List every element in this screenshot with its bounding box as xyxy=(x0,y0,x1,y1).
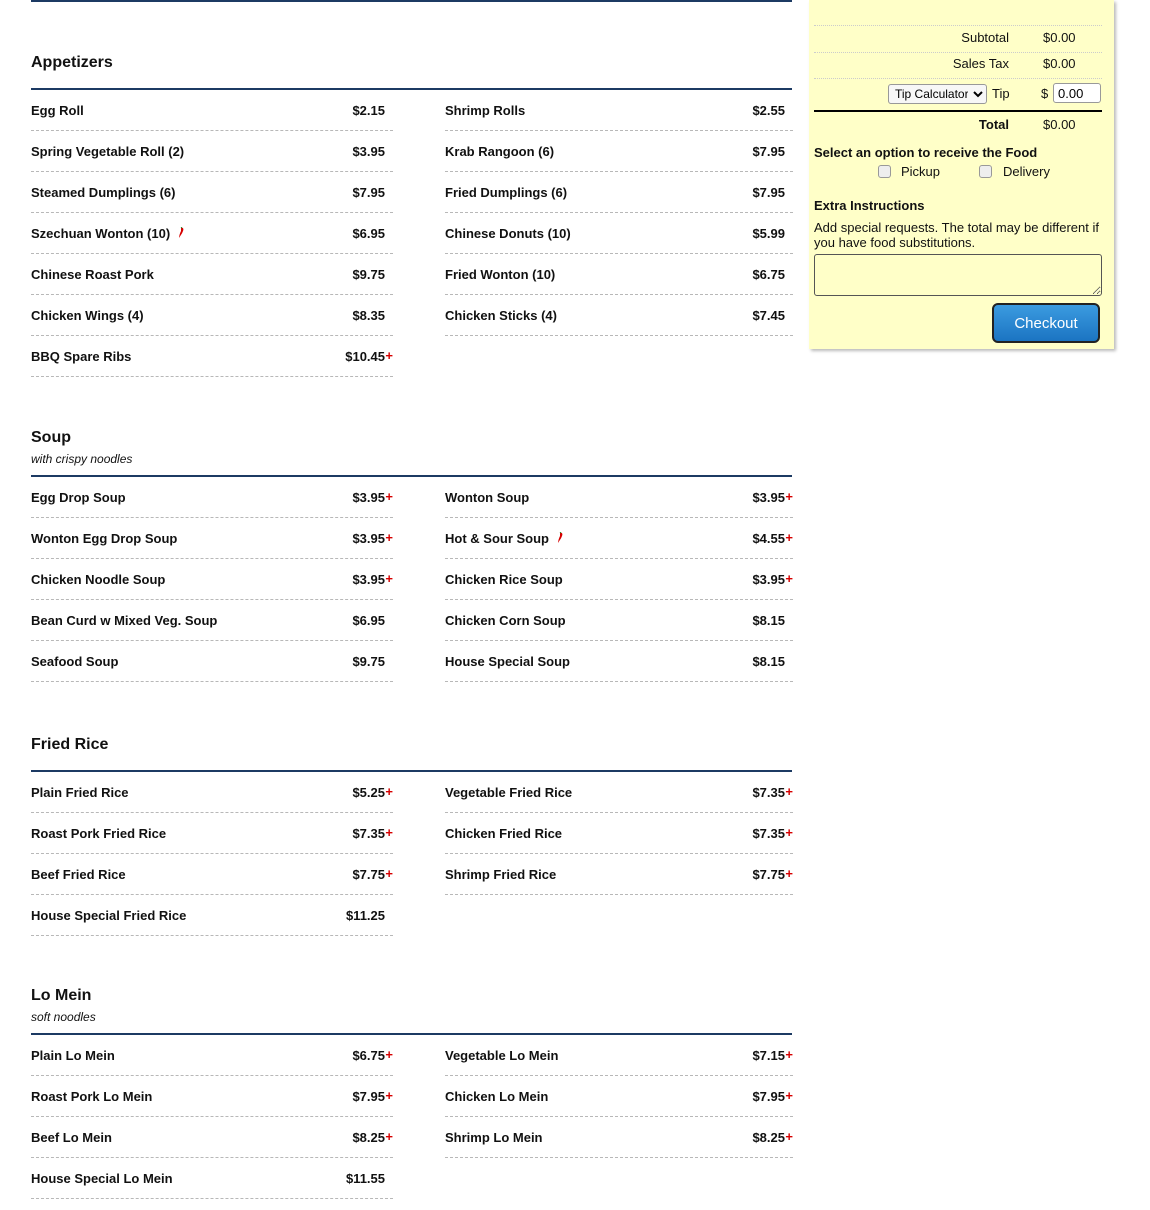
menu-item-name-text: Steamed Dumplings (6) xyxy=(31,185,176,200)
cart-header-row xyxy=(814,0,1102,26)
extra-instructions-note: Add special requests. The total may be different if you have food substitutions. xyxy=(814,220,1099,250)
menu-item[interactable] xyxy=(31,131,393,172)
delivery-label[interactable]: Delivery xyxy=(1003,164,1050,179)
menu-item[interactable] xyxy=(445,813,793,854)
options-plus-icon: + xyxy=(385,1088,393,1103)
menu-item-price: $8.35 xyxy=(352,308,385,323)
menu-item-name-text: Chinese Donuts (10) xyxy=(445,226,571,241)
menu-item-name-text: Chicken Sticks (4) xyxy=(445,308,557,323)
menu-item-price: $3.95 xyxy=(752,572,785,587)
menu-item[interactable] xyxy=(445,295,793,336)
menu-item[interactable] xyxy=(445,518,793,559)
menu-item-name xyxy=(445,785,572,800)
menu-item[interactable] xyxy=(31,559,393,600)
menu-item-name xyxy=(445,185,567,200)
menu-item-name-text: Szechuan Wonton (10) xyxy=(31,226,171,241)
total-divider xyxy=(814,110,1102,112)
menu-item-name xyxy=(31,267,154,282)
menu-item[interactable] xyxy=(31,813,393,854)
menu-item[interactable] xyxy=(445,641,793,682)
menu-item-price: $9.75 xyxy=(352,654,385,669)
options-plus-icon: + xyxy=(785,784,793,799)
menu-item-name-text: Chicken Wings (4) xyxy=(31,308,144,323)
menu-item-name xyxy=(31,1130,112,1145)
options-plus-icon: + xyxy=(785,1047,793,1062)
options-plus-icon: + xyxy=(785,825,793,840)
menu-item-name-text: Spring Vegetable Roll (2) xyxy=(31,144,185,159)
options-plus-icon: + xyxy=(785,1129,793,1144)
options-plus-icon: + xyxy=(385,348,393,363)
menu-item-price: $7.95 xyxy=(752,144,785,159)
menu-item-name xyxy=(445,1089,548,1104)
menu-section-fried-rice xyxy=(31,736,793,923)
menu-item-name-text: Wonton Soup xyxy=(445,490,530,505)
menu-item-price: $7.95 xyxy=(352,185,385,200)
pickup-checkbox[interactable] xyxy=(878,165,891,178)
menu-item-price: $8.25 xyxy=(752,1130,785,1145)
sales-tax-value: $0.00 xyxy=(1043,56,1076,71)
menu-item-name-text: Bean Curd w Mixed Veg. Soup xyxy=(31,613,218,628)
section-title: Appetizers xyxy=(31,54,113,71)
menu-item-price: $3.95 xyxy=(752,490,785,505)
menu-item-name-text: Chicken Noodle Soup xyxy=(31,572,166,587)
menu-item-name xyxy=(445,572,563,587)
menu-item[interactable] xyxy=(31,213,393,254)
receive-heading: Select an option to receive the Food xyxy=(814,145,1038,160)
menu-section-lo-mein xyxy=(31,987,793,1186)
section-title: Soup xyxy=(31,429,71,446)
menu-item[interactable] xyxy=(31,477,393,518)
delivery-checkbox[interactable] xyxy=(979,165,992,178)
menu-section-soup xyxy=(31,429,793,669)
menu-item-price: $7.75 xyxy=(752,867,785,882)
menu-item[interactable] xyxy=(31,641,393,682)
menu-item[interactable] xyxy=(445,854,793,895)
menu-item-name-text: Chicken Rice Soup xyxy=(445,572,563,587)
menu-item[interactable] xyxy=(445,90,793,131)
menu-item-name xyxy=(31,490,126,505)
menu-item-name xyxy=(31,103,84,118)
menu-item-price: $3.95 xyxy=(352,144,385,159)
options-plus-icon: + xyxy=(385,866,393,881)
menu-item-name-text: Shrimp Lo Mein xyxy=(445,1130,543,1145)
options-plus-icon: + xyxy=(385,530,393,545)
menu-item-name xyxy=(31,785,129,800)
menu-item-name xyxy=(445,1130,543,1145)
menu-item[interactable] xyxy=(445,772,793,813)
total-value: $0.00 xyxy=(1043,117,1076,132)
section-title: Lo Mein xyxy=(31,987,92,1004)
chili-pepper-icon xyxy=(557,532,564,544)
menu-item-name-text: Plain Fried Rice xyxy=(31,785,129,800)
chili-pepper-icon xyxy=(178,227,185,239)
extra-instructions-input[interactable] xyxy=(814,254,1102,296)
menu-item-name xyxy=(31,226,185,241)
menu-item-price: $8.15 xyxy=(752,654,785,669)
menu-item-price: $4.55 xyxy=(752,531,785,546)
menu-item-name xyxy=(31,867,126,882)
menu-item-price: $2.55 xyxy=(752,103,785,118)
menu-item-name-text: Vegetable Lo Mein xyxy=(445,1048,559,1063)
menu-item-name-text: Beef Fried Rice xyxy=(31,867,126,882)
menu-item-name xyxy=(445,1048,558,1063)
checkout-button[interactable]: Checkout xyxy=(992,303,1100,343)
menu-item[interactable] xyxy=(31,336,393,377)
section-title: Fried Rice xyxy=(31,736,109,753)
menu-item-name xyxy=(445,613,566,628)
menu-item-name xyxy=(445,867,556,882)
options-plus-icon: + xyxy=(785,866,793,881)
menu-item-price: $8.15 xyxy=(752,613,785,628)
menu-item-name-text: Chinese Roast Pork xyxy=(31,267,154,282)
menu-item-price: $6.75 xyxy=(752,267,785,282)
menu-item-name xyxy=(31,826,166,841)
menu-item-name-text: Egg Drop Soup xyxy=(31,490,126,505)
menu-item-name-text: Chicken Fried Rice xyxy=(445,826,563,841)
menu-item-price: $7.35 xyxy=(752,826,785,841)
menu-item-name-text: Shrimp Rolls xyxy=(445,103,526,118)
menu-item-price: $9.75 xyxy=(352,267,385,282)
sales-tax-label: Sales Tax xyxy=(952,56,1009,71)
menu-item-price: $7.95 xyxy=(752,1089,785,1104)
menu-item-name xyxy=(31,908,186,923)
menu-item-name xyxy=(31,531,177,546)
menu-item-name-text: BBQ Spare Ribs xyxy=(31,349,132,364)
menu-item-name-text: Shrimp Fried Rice xyxy=(445,867,557,882)
options-plus-icon: + xyxy=(385,825,393,840)
menu-item-name-text: Chicken Lo Mein xyxy=(445,1089,549,1104)
menu-item-price: $7.75 xyxy=(352,867,385,882)
menu-item-price: $6.95 xyxy=(352,226,385,241)
menu-item-name xyxy=(445,490,529,505)
menu-item[interactable] xyxy=(31,1158,393,1199)
options-plus-icon: + xyxy=(385,784,393,799)
menu-item-name-text: Chicken Corn Soup xyxy=(445,613,566,628)
options-plus-icon: + xyxy=(385,1047,393,1062)
menu-item[interactable] xyxy=(31,1076,393,1117)
menu-item[interactable] xyxy=(31,895,393,936)
menu-item-price: $5.99 xyxy=(752,226,785,241)
menu-item-price: $7.95 xyxy=(752,185,785,200)
options-plus-icon: + xyxy=(385,1129,393,1144)
menu-item-name xyxy=(31,1089,152,1104)
order-cart xyxy=(809,0,1114,349)
options-plus-icon: + xyxy=(785,489,793,504)
menu-item-name xyxy=(31,1048,115,1063)
options-plus-icon: + xyxy=(385,571,393,586)
options-plus-icon: + xyxy=(385,489,393,504)
menu-item-name xyxy=(31,572,165,587)
section-subtitle: soft noodles xyxy=(31,1010,96,1024)
menu-item[interactable] xyxy=(31,254,393,295)
menu-item[interactable] xyxy=(31,518,393,559)
menu-item-name xyxy=(31,613,217,628)
menu-item[interactable] xyxy=(31,772,393,813)
menu-item[interactable] xyxy=(445,1076,793,1117)
menu-item-price: $3.95 xyxy=(352,490,385,505)
options-plus-icon: + xyxy=(785,1088,793,1103)
menu-item-name xyxy=(31,1171,173,1186)
menu-item-price: $3.95 xyxy=(352,531,385,546)
menu-item-name xyxy=(445,226,571,241)
menu-item-name-text: Roast Pork Lo Mein xyxy=(31,1089,153,1104)
menu-item-name xyxy=(445,144,554,159)
menu-item-price: $3.95 xyxy=(352,572,385,587)
menu-item-price: $11.25 xyxy=(345,908,385,923)
menu-item-name-text: Wonton Egg Drop Soup xyxy=(31,531,178,546)
menu-item[interactable] xyxy=(445,600,793,641)
subtotal-label: Subtotal xyxy=(961,30,1009,45)
menu-item-name-text: Fried Wonton (10) xyxy=(445,267,556,282)
menu-item-name xyxy=(445,267,555,282)
menu-item-price: $7.35 xyxy=(352,826,385,841)
menu-item-price: $5.25 xyxy=(352,785,385,800)
menu-item-price: $7.45 xyxy=(752,308,785,323)
menu-item-price: $11.55 xyxy=(345,1171,385,1186)
menu-item-price: $10.45 xyxy=(345,349,385,364)
total-label: Total xyxy=(978,117,1009,132)
menu-item-name xyxy=(31,349,131,364)
pickup-label[interactable]: Pickup xyxy=(901,164,941,179)
menu-item-name-text: House Special Fried Rice xyxy=(31,908,187,923)
menu-item-name-text: House Special Lo Mein xyxy=(31,1171,173,1186)
menu-item-name-text: House Special Soup xyxy=(445,654,570,669)
subtotal-row xyxy=(814,30,1102,53)
menu-item[interactable] xyxy=(445,213,793,254)
tip-calculator-select[interactable] xyxy=(888,84,987,104)
menu-item-name-text: Seafood Soup xyxy=(31,654,119,669)
menu-item[interactable] xyxy=(445,131,793,172)
menu-item[interactable] xyxy=(31,1117,393,1158)
menu-item-price: $6.95 xyxy=(352,613,385,628)
menu-item-name-text: Hot & Sour Soup xyxy=(445,531,549,546)
menu-item[interactable] xyxy=(445,254,793,295)
menu-item-name xyxy=(31,144,184,159)
menu-item-name-text: Plain Lo Mein xyxy=(31,1048,115,1063)
menu-item-name xyxy=(31,654,118,669)
menu-item-name-text: Beef Lo Mein xyxy=(31,1130,112,1145)
menu-item[interactable] xyxy=(31,1035,393,1076)
menu-item-price: $6.75 xyxy=(352,1048,385,1063)
menu-item-name-text: Roast Pork Fried Rice xyxy=(31,826,167,841)
tip-currency: $ xyxy=(1041,86,1049,101)
menu-item-price: $2.15 xyxy=(352,103,385,118)
menu-item[interactable] xyxy=(445,477,793,518)
menu-item-name xyxy=(31,185,175,200)
options-plus-icon: + xyxy=(785,571,793,586)
menu-item-name-text: Vegetable Fried Rice xyxy=(445,785,573,800)
options-plus-icon: + xyxy=(785,530,793,545)
menu-item[interactable] xyxy=(31,600,393,641)
menu-item[interactable] xyxy=(31,90,393,131)
menu-item[interactable] xyxy=(31,172,393,213)
menu-section-appetizers xyxy=(31,54,792,364)
tip-input[interactable] xyxy=(1053,83,1101,103)
menu-item-price: $7.95 xyxy=(352,1089,385,1104)
sales-tax-row xyxy=(814,56,1102,79)
menu-item-price: $7.15 xyxy=(752,1048,785,1063)
menu-item[interactable] xyxy=(445,559,793,600)
menu-item-price: $7.35 xyxy=(752,785,785,800)
menu-item-name xyxy=(445,531,564,546)
top-divider xyxy=(31,0,792,2)
menu-item-name xyxy=(31,308,144,323)
menu-item-name xyxy=(445,103,525,118)
menu-item-name xyxy=(445,826,562,841)
menu-item-name-text: Egg Roll xyxy=(31,103,84,118)
menu-item[interactable] xyxy=(445,1035,793,1076)
extra-instructions-heading: Extra Instructions xyxy=(814,198,925,213)
menu-item-name xyxy=(445,308,557,323)
menu-item-name xyxy=(445,654,570,669)
section-subtitle: with crispy noodles xyxy=(31,452,133,466)
menu-item[interactable] xyxy=(445,1117,793,1158)
menu-item[interactable] xyxy=(445,172,793,213)
menu-item-price: $8.25 xyxy=(352,1130,385,1145)
menu-item[interactable] xyxy=(31,854,393,895)
subtotal-value: $0.00 xyxy=(1043,30,1076,45)
menu-item[interactable] xyxy=(31,295,393,336)
tip-label: Tip xyxy=(992,86,1010,101)
menu-item-name-text: Krab Rangoon (6) xyxy=(445,144,555,159)
menu-item-name-text: Fried Dumplings (6) xyxy=(445,185,568,200)
